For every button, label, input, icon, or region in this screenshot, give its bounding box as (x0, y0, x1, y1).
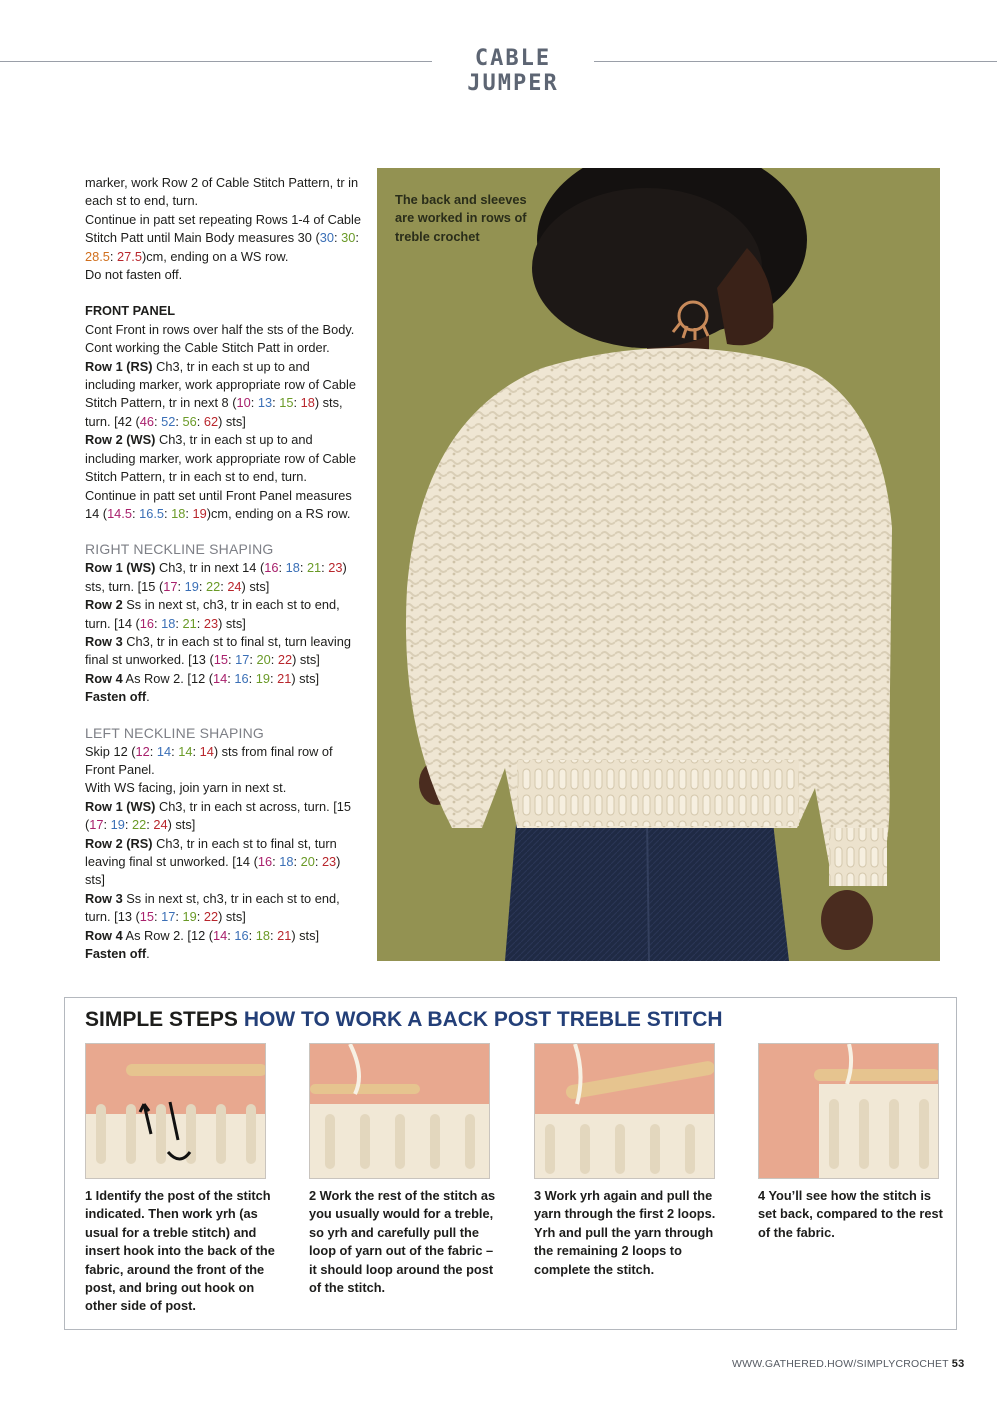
page-footer (732, 1358, 964, 1370)
step-1-photo (85, 1043, 266, 1179)
step-3-crochet-illustration (535, 1044, 715, 1179)
step-1-crochet-illustration (86, 1044, 266, 1179)
left-neck-skip: Skip 12 (12: 14: 14: 14) sts from final row of Front Panel. (85, 743, 333, 777)
intro-line-2: Continue in patt set repeating Rows 1-4 of Cable Stitch Patt until Main Body measures 30 (30: 30: 28.5: 27.5)cm, ending on a WS row. (85, 211, 362, 264)
page-section-title: CABLE JUMPER (467, 46, 559, 96)
left-neck-join: With WS facing, join yarn in next st. (85, 780, 287, 796)
step-3-photo (534, 1043, 715, 1179)
pattern-text-column (85, 174, 363, 963)
right-neck-row-2: Row 2 Ss in next st, ch3, tr in each st to end, turn. [14 (16: 18: 21: 23) sts] (85, 597, 340, 631)
step-2-text: 2 Work the rest of the stitch as you usually would for a treble, so yrh and carefully pull the loop of yarn out of the fabric – it should loop around the post of the stitch. (309, 1188, 496, 1296)
front-panel-intro: Cont Front in rows over half the sts of the Body. Cont working the Cable Stitch Patt in order. (85, 321, 355, 356)
page-number: 53 (951, 1358, 965, 1370)
left-neck-fasten-off: Fasten off. (85, 946, 150, 962)
header-rule-left (0, 61, 432, 62)
left-neck-row-1: Row 1 (WS) Ch3, tr in each st across, turn. [15 (17: 19: 22: 24) sts] (85, 798, 351, 833)
right-neckline-heading: RIGHT NECKLINE SHAPING (85, 541, 274, 558)
jumper-photo (377, 168, 940, 961)
intro-line-1: marker, work Row 2 of Cable Stitch Pattern, tr in each st to end, turn. (85, 175, 359, 209)
front-panel-row-1: Row 1 (RS) Ch3, tr in each st up to and including marker, work appropriate row of Cable Stitch Pattern, tr in next 8 (10: 13: 15: 18) sts, turn. [42 (46: 52: 56: 62) sts] (85, 358, 356, 429)
left-neck-row-4: Row 4 As Row 2. [12 (14: 16: 18: 21) sts] (85, 927, 320, 943)
simple-steps-title: SIMPLE STEPS HOW TO WORK A BACK POST TREBLE STITCH (85, 1008, 723, 1031)
footer-url[interactable]: WWW.GATHERED.HOW/SIMPLYCROCHET (732, 1358, 949, 1370)
front-panel-continue: Continue in patt set until Front Panel measures 14 (14.5: 16.5: 18: 19)cm, ending on a RS row. (85, 487, 352, 521)
step-2-photo (309, 1043, 490, 1179)
step-4-crochet-illustration (759, 1044, 939, 1179)
right-neck-row-4: Row 4 As Row 2. [12 (14: 16: 19: 21) sts] (85, 670, 320, 686)
intro-line-3: Do not fasten off. (85, 267, 183, 283)
left-neck-row-3: Row 3 Ss in next st, ch3, tr in each st to end, turn. [13 (15: 17: 19: 22) sts] (85, 890, 340, 925)
right-neck-row-1: Row 1 (WS) Ch3, tr in next 14 (16: 18: 21: 23) sts, turn. [15 (17: 19: 22: 24) sts] (85, 560, 347, 594)
step-3-text: 3 Work yrh again and pull the yarn through the first 2 loops. Yrh and pull the yarn through the remaining 2 loops to complete the stitch. (534, 1188, 716, 1277)
header-rule-right (594, 61, 997, 62)
step-1-text: 1 Identify the post of the stitch indicated. Then work yrh (as usual for a treble stitch) and insert hook into the back of the fabric, around the front of the post, and bring out hook on other side of post. (85, 1188, 275, 1314)
step-4-photo (758, 1043, 939, 1179)
model-wearing-jumper-illustration (377, 168, 940, 961)
right-neck-row-3: Row 3 Ch3, tr in each st to final st, turn leaving final st unworked. [13 (15: 17: 20: 22) sts] (85, 633, 352, 668)
front-panel-heading: FRONT PANEL (85, 303, 176, 319)
photo-caption: The back and sleeves are worked in rows of treble crochet (395, 192, 527, 244)
step-4-text: 4 You’ll see how the stitch is set back, compared to the rest of the fabric. (758, 1188, 943, 1240)
front-panel-row-2: Row 2 (WS) Ch3, tr in each st up to and including marker, work appropriate row of Cable Stitch Pattern, tr in each st to end, turn. (85, 432, 356, 485)
left-neck-row-2: Row 2 (RS) Ch3, tr in each st to final st, turn leaving final st unworked. [14 (16: 18: 20: 23) sts] (85, 835, 341, 888)
step-2-crochet-illustration (310, 1044, 490, 1179)
left-neckline-heading: LEFT NECKLINE SHAPING (85, 724, 264, 741)
right-neck-fasten-off: Fasten off. (85, 689, 150, 705)
